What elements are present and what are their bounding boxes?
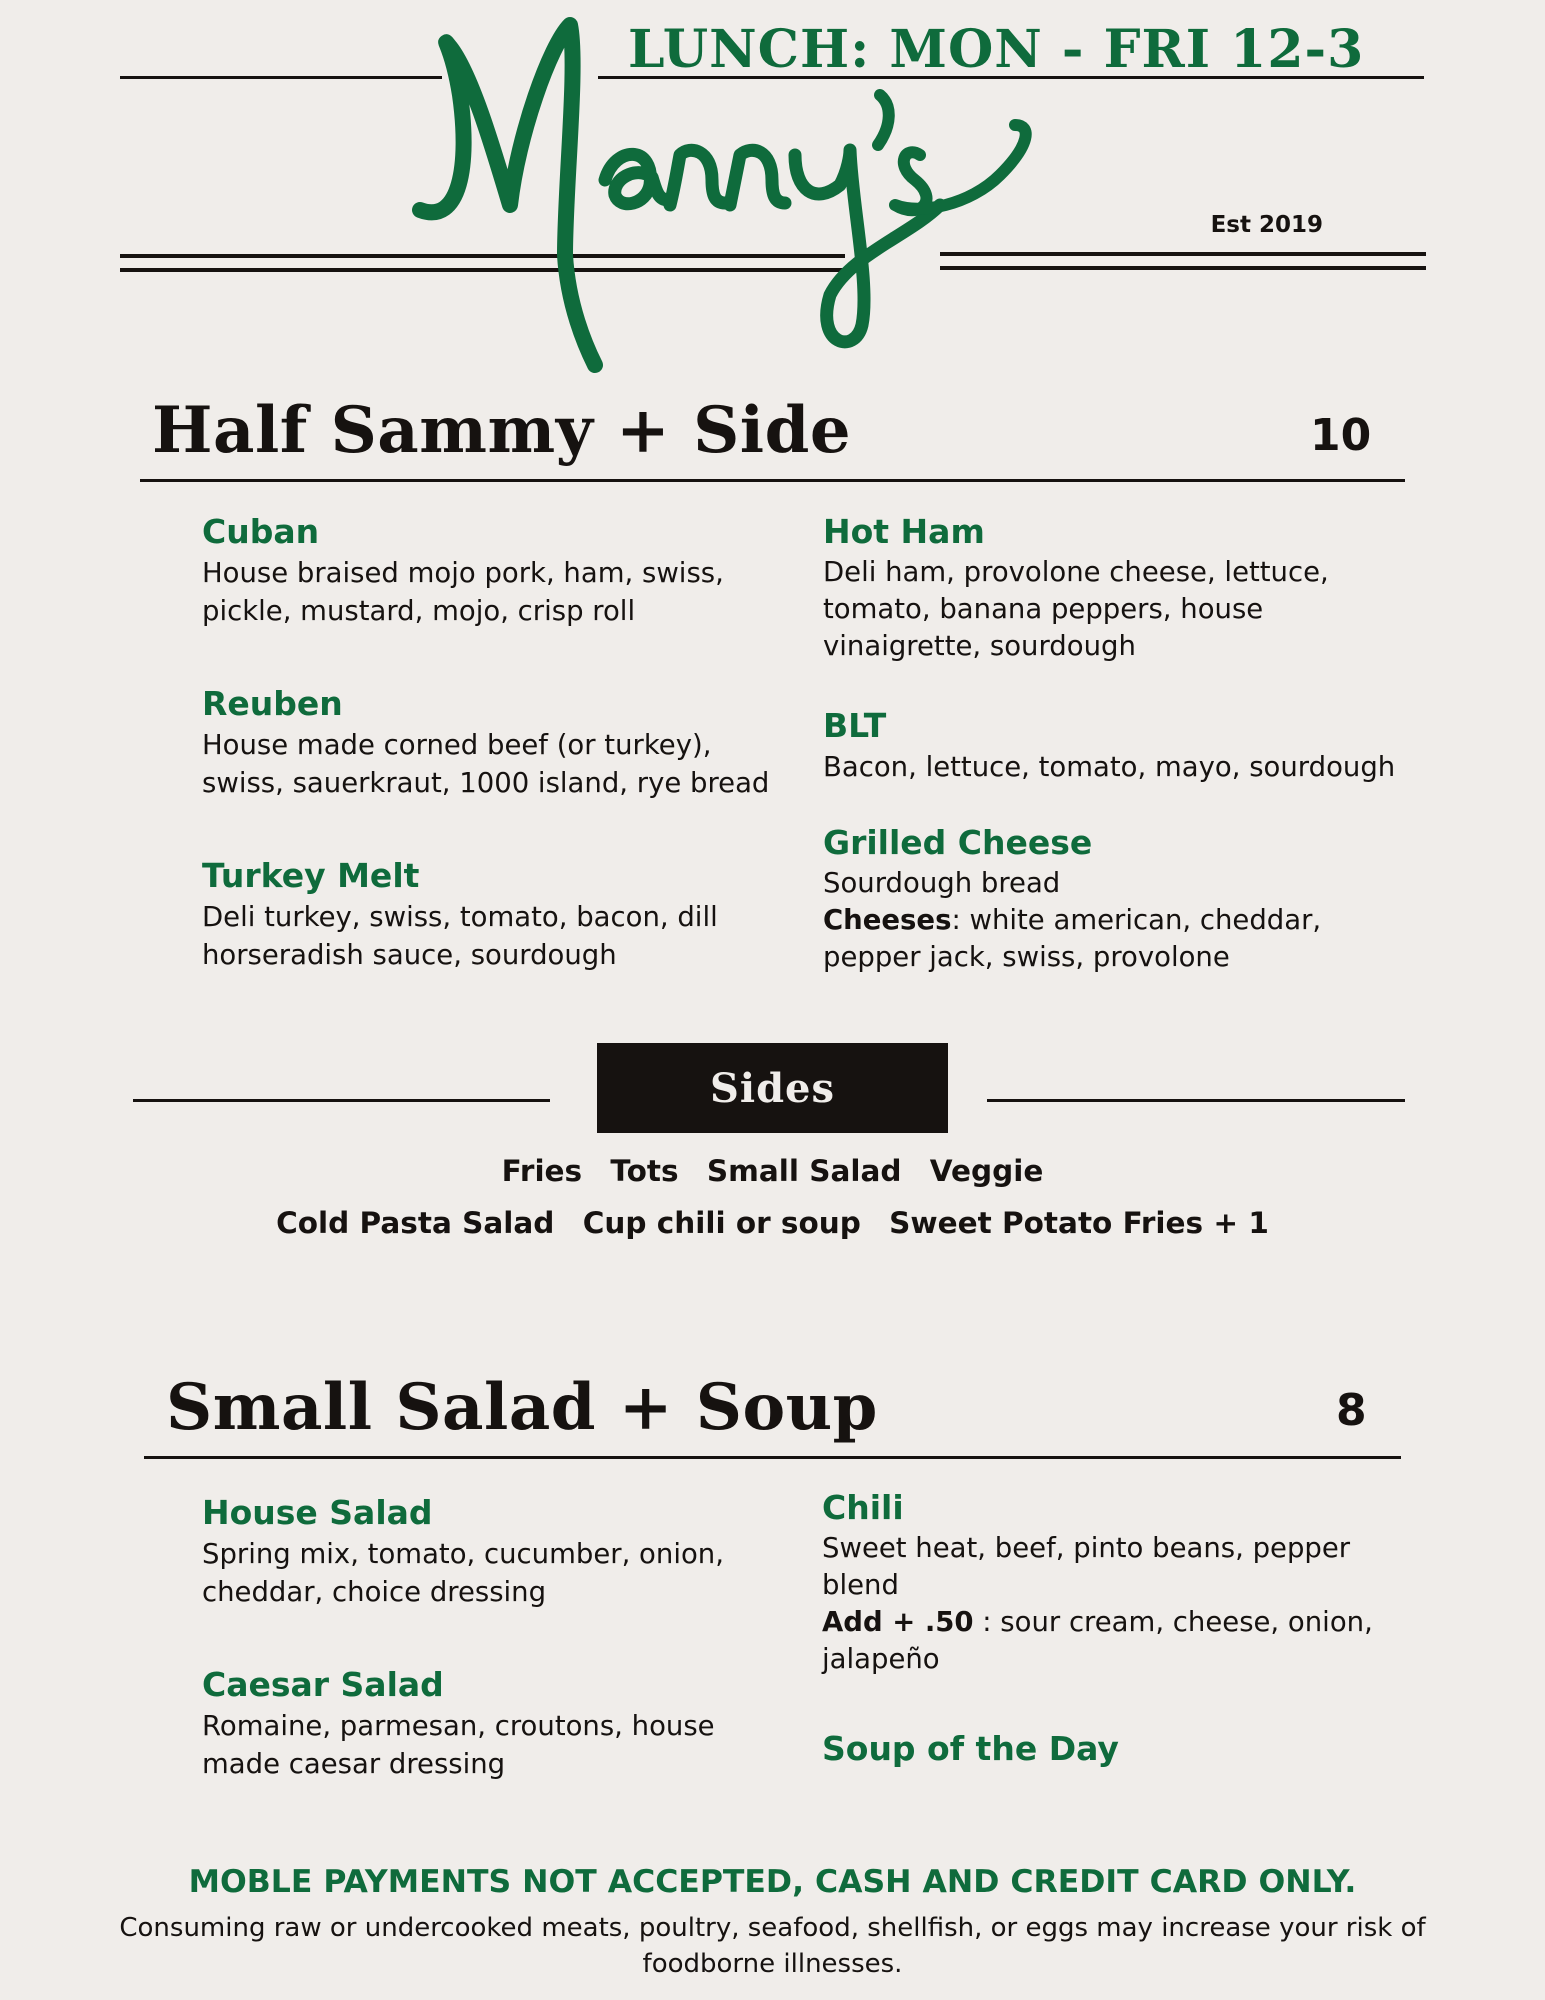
menu-item-turkey-melt <box>202 856 772 974</box>
item-description <box>823 865 1383 976</box>
item-description: Deli turkey, swiss, tomato, bacon, dill horseradish sauce, sourdough <box>202 901 718 971</box>
section-rule-salad-soup <box>144 1456 1401 1459</box>
item-name: House Salad <box>202 1493 433 1532</box>
item-name: BLT <box>823 706 887 745</box>
header-rule-top-left <box>120 76 442 79</box>
item-description: Deli ham, provolone cheese, lettuce, tomato, banana peppers, house vinaigrette, sourdough <box>823 556 1329 662</box>
side-item: Small Salad <box>706 1154 902 1188</box>
side-item: Sweet Potato Fries + 1 <box>889 1206 1269 1240</box>
section-title-salad-soup: Small Salad + Soup <box>166 1370 878 1445</box>
menu-item-reuben <box>202 684 772 802</box>
mannys-logo <box>400 5 1060 375</box>
sides-rule-right <box>987 1099 1405 1102</box>
side-item: Cup chili or soup <box>582 1206 861 1240</box>
addon-list: : sour cream, cheese, onion, jalapeño <box>822 1606 1373 1675</box>
health-disclaimer: Consuming raw or undercooked meats, poultry, seafood, shellfish, or eggs may increase your risk of foodborne illnesses. <box>119 1913 1426 1979</box>
item-description: Romaine, parmesan, croutons, house made caesar dressing <box>202 1710 715 1780</box>
item-name: Caesar Salad <box>202 1665 444 1704</box>
side-item: Tots <box>610 1154 679 1188</box>
payment-notice: MOBLE PAYMENTS NOT ACCEPTED, CASH AND CREDIT CARD ONLY. <box>188 1864 1357 1900</box>
menu-item-blt <box>823 706 1423 786</box>
sides-row-2 <box>0 1205 1545 1241</box>
section-title-half-sammy: Half Sammy + Side <box>152 393 852 468</box>
item-name: Reuben <box>202 684 343 723</box>
item-name: Turkey Melt <box>202 856 420 895</box>
established-year: Est 2019 <box>1210 212 1323 238</box>
item-name: Soup of the Day <box>822 1729 1119 1768</box>
item-name: Cuban <box>202 512 320 551</box>
item-name: Grilled Cheese <box>823 823 1093 862</box>
menu-item-hot-ham <box>823 512 1413 665</box>
menu-item-caesar-salad <box>202 1665 772 1783</box>
menu-item-soup-of-the-day <box>822 1729 1392 1769</box>
sides-heading: Sides <box>597 1043 948 1133</box>
cheeses-list: : white american, cheddar, pepper jack, swiss, provolone <box>823 904 1322 973</box>
section-rule-half-sammy <box>140 479 1405 482</box>
item-description: Bacon, lettuce, tomato, mayo, sourdough <box>823 751 1396 783</box>
addon-label: Add + .50 <box>822 1606 974 1638</box>
item-name: Chili <box>822 1488 904 1527</box>
sides-row-1 <box>0 1153 1545 1189</box>
item-description: House braised mojo pork, ham, swiss, pickle, mustard, mojo, crisp roll <box>202 557 724 627</box>
sides-rule-left <box>133 1099 550 1102</box>
side-item: Fries <box>501 1154 583 1188</box>
menu-item-cuban <box>202 512 772 630</box>
cheeses-label: Cheeses <box>823 904 952 936</box>
section-price-half-sammy: 10 <box>1310 410 1372 461</box>
lunch-hours: LUNCH: MON - FRI 12-3 <box>628 19 1365 80</box>
menu-item-house-salad <box>202 1493 772 1611</box>
item-description-text: Sweet heat, beef, pinto beans, pepper blend <box>822 1532 1351 1601</box>
item-description: Spring mix, tomato, cucumber, onion, cheddar, choice dressing <box>202 1538 724 1608</box>
side-item: Cold Pasta Salad <box>276 1206 555 1240</box>
item-name: Hot Ham <box>823 512 985 551</box>
logo-text: Manny's <box>400 5 405 6</box>
item-description <box>822 1530 1402 1678</box>
section-price-salad-soup: 8 <box>1336 1385 1367 1436</box>
side-item: Veggie <box>929 1154 1044 1188</box>
menu-item-chili <box>822 1488 1402 1678</box>
item-description: House made corned beef (or turkey), swiss, sauerkraut, 1000 island, rye bread <box>202 729 770 799</box>
item-description-text: Sourdough bread <box>823 867 1061 899</box>
menu-item-grilled-cheese <box>823 823 1383 976</box>
